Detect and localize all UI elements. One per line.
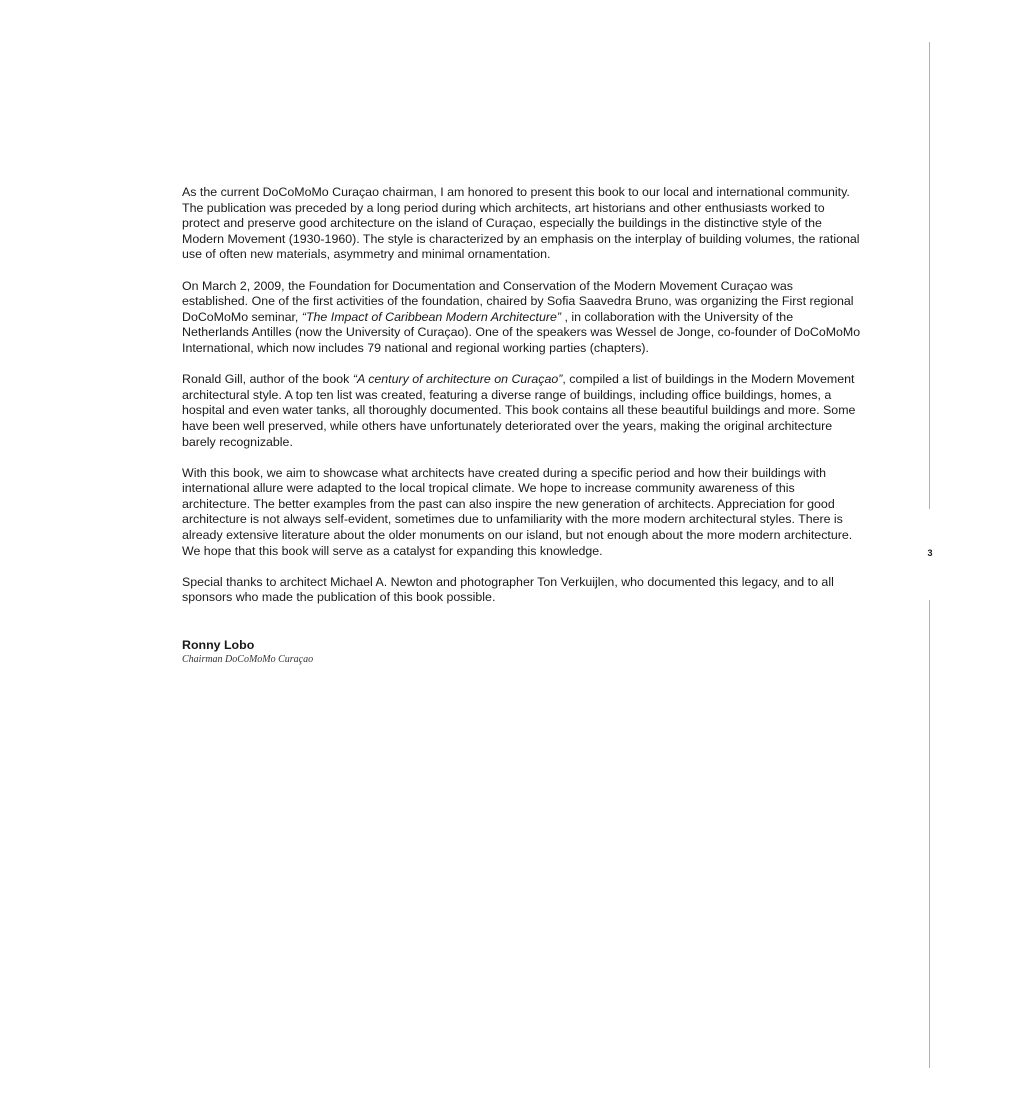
paragraph-5: Special thanks to architect Michael A. Newton and photographer Ton Verkuijlen, who documented this legacy, and to all sponsors who made the publication of this book possible. bbox=[182, 574, 834, 605]
paragraph-3-text-a: Ronald Gill, author of the book bbox=[182, 372, 353, 387]
signatory-role: Chairman DoCoMoMo Curaçao bbox=[182, 654, 314, 666]
page-number: 3 bbox=[927, 548, 933, 558]
signatory-name: Ronny Lobo bbox=[182, 638, 255, 653]
margin-rule-bottom bbox=[929, 600, 930, 1068]
paragraph-4: With this book, we aim to showcase what architects have created during a specific period and how their buildings with international allure were adapted to the local tropical climate. We hope to increase community awareness of this architecture. The better examples from the past can also inspire the new generation of architects. Appreciation for good architecture is not always self-evident, sometimes due to unfamiliarity with the more modern architectural styles. There is already extensive literature about the older monuments on our island, but not enough about the more modern architecture. We hope that this book will serve as a catalyst for expanding this knowledge. bbox=[182, 465, 853, 558]
margin-rule-top bbox=[929, 42, 930, 509]
paragraph-3 bbox=[182, 372, 862, 450]
paragraph-2 bbox=[182, 279, 862, 357]
foreword-text bbox=[182, 185, 862, 667]
signature-block bbox=[182, 637, 862, 667]
paragraph-2-text-b: , in collaboration with the University of the Netherlands Antilles (now the University of Curaçao). One of the speakers was Wessel de Jonge, co-founder of DoCoMoMo International, which now includes 79 national and regional working parties (chapters). bbox=[182, 309, 861, 355]
paragraph-3-text-b: , compiled a list of buildings in the Modern Movement architectural style. A top ten list was created, featuring a diverse range of buildings, including office buildings, homes, a hospital and even water tanks, all thoroughly documented. This book contains all these beautiful buildings and more. Some have been well preserved, while others have unfortunately deteriorated over the years, making the original architecture barely recognizable. bbox=[182, 372, 856, 449]
paragraph-2-text-a: On March 2, 2009, the Foundation for Documentation and Conservation of the Modern Movement Curaçao was established. One of the first activities of the foundation, chaired by Sofia Saavedra Bruno, was organizing the First regional DoCoMoMo seminar, bbox=[182, 278, 854, 324]
book-title: “A century of architecture on Curaçao” bbox=[352, 372, 563, 387]
paragraph-1: As the current DoCoMoMo Curaçao chairman, I am honored to present this book to our local and international community. The publication was preceded by a long period during which architects, art historians and other enthusiasts worked to protect and preserve good architecture on the island of Curaçao, especially the buildings in the distinctive style of the Modern Movement (1930-1960). The style is characterized by an emphasis on the interplay of building volumes, the rational use of often new materials, asymmetry and minimal ornamentation. bbox=[182, 185, 860, 262]
seminar-title: “The Impact of Caribbean Modern Architecture” bbox=[301, 309, 561, 324]
